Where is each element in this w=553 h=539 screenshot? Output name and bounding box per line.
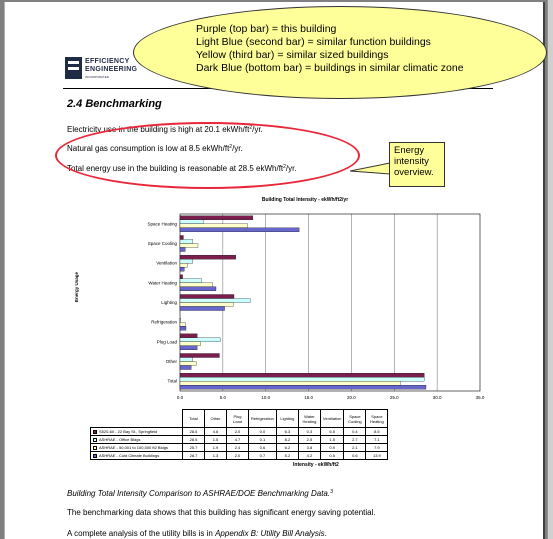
- figure-caption: Building Total Intensity Comparison to ASHRAE/DOE Benchmarking Data.$^3$: [67, 489, 333, 498]
- table-cell: 1.3: [205, 452, 227, 460]
- x-tick-label: 10.0: [261, 395, 271, 400]
- bar: [180, 216, 253, 220]
- table-header: Space Heating: [366, 410, 388, 428]
- table-cell: 8.2: [276, 436, 298, 444]
- table-cell: 2.0: [227, 452, 249, 460]
- table-cell: 1.9: [205, 444, 227, 452]
- series-label: ASHRAE - 50,001 to 100,000 ft2 Bldgs: [91, 444, 183, 452]
- bar: [180, 275, 183, 279]
- table-cell: 0.0: [249, 428, 277, 436]
- paragraph-benchmark: The benchmarking data shows that this building has significant energy saving potential.: [67, 508, 376, 517]
- table-cell: 5.2: [276, 452, 298, 460]
- bar: [180, 248, 185, 252]
- table-cell: 1.5: [320, 436, 343, 444]
- table-header: Ventilation: [320, 410, 343, 428]
- section-title: 2.4 Benchmarking: [67, 98, 162, 110]
- x-tick-label: 30.0: [432, 395, 442, 400]
- bar: [180, 354, 219, 358]
- table-cell: 2.5: [298, 436, 320, 444]
- bar: [180, 381, 400, 385]
- table-header: Water Heating: [298, 410, 320, 428]
- legend-line: Light Blue (second bar) = similar function buildings: [196, 36, 431, 48]
- table-header: Total: [183, 410, 205, 428]
- table-cell: 25.7: [183, 444, 205, 452]
- series-label: S520-60 - 22 Bay St., Springfield: [91, 428, 183, 436]
- legend-callout-text: [196, 23, 464, 75]
- bar: [180, 244, 198, 248]
- legend-line: Yellow (third bar) = similar sized buildings: [196, 49, 389, 61]
- category-label: Other: [165, 359, 177, 364]
- bar: [180, 255, 236, 259]
- legend-swatch: [93, 446, 97, 450]
- finding-electricity: Electricity use in the building is high at 20.1 ekWh/$ft^2/yr$.: [67, 125, 263, 134]
- bar: [180, 303, 233, 307]
- category-label: Space Cooling: [147, 241, 177, 246]
- table-cell: 0.7: [249, 452, 277, 460]
- legend-line: Dark Blue (bottom bar) = buildings in similar climatic zone: [196, 62, 464, 74]
- table-cell: 0.1: [249, 436, 277, 444]
- table-header: Lighting: [276, 410, 298, 428]
- bar: [180, 259, 193, 263]
- bar: [180, 326, 186, 330]
- bar: [180, 220, 203, 224]
- category-label: Space Heating: [147, 221, 177, 227]
- bar: [180, 358, 193, 362]
- finding-total: Total energy use in the building is reasonable at 28.5 ekWh/$ft^2/yr$.: [67, 164, 297, 173]
- table-cell: 2.7: [344, 436, 366, 444]
- table-cell: 0.6: [344, 452, 366, 460]
- bar: [180, 236, 183, 240]
- bar: [180, 287, 216, 291]
- table-cell: 28.5: [183, 436, 205, 444]
- legend-swatch: [93, 430, 97, 434]
- series-label: ASHRAE - Cold Climate Buildings: [91, 452, 183, 460]
- logo-mark-icon: [65, 57, 82, 79]
- table-cell: 13.9: [366, 452, 388, 460]
- bar: [180, 295, 234, 299]
- table-header: Refrigeration: [249, 410, 277, 428]
- table-cell: 0.4: [344, 428, 366, 436]
- bar: [180, 299, 250, 303]
- bar: [180, 334, 197, 338]
- table-header: Other: [205, 410, 227, 428]
- category-label: Lighting: [161, 300, 177, 305]
- table-cell: 3.8: [298, 444, 320, 452]
- bar: [180, 377, 424, 381]
- table-cell: 6.3: [276, 428, 298, 436]
- table-row: [91, 428, 388, 436]
- table-cell: 4.2: [298, 452, 320, 460]
- table-cell: 7.9: [366, 444, 388, 452]
- table-cell: 4.6: [205, 428, 227, 436]
- bar: [180, 322, 185, 326]
- series-label: ASHRAE - Office Bldgs: [91, 436, 183, 444]
- category-label: Water Heating: [148, 280, 177, 286]
- x-tick-label: 0.0: [176, 395, 184, 400]
- bar: [180, 267, 184, 271]
- scrollbar[interactable]: [547, 0, 553, 539]
- bar: [180, 346, 197, 350]
- table-header: Plug Load: [227, 410, 249, 428]
- chart-data-table: [90, 409, 388, 460]
- table-cell: 8.5: [366, 428, 388, 436]
- table-cell: 28.5: [183, 428, 205, 436]
- paragraph-appendix: A complete analysis of the utility bills is in Appendix B: Utility Bill Analysis.: [67, 529, 327, 538]
- category-label: Ventilation: [156, 260, 177, 266]
- table-cell: 0.5: [320, 452, 343, 460]
- x-tick-label: 5.0: [219, 395, 226, 400]
- table-header: Space Cooling: [344, 410, 366, 428]
- callout-pointer: [350, 162, 392, 176]
- table-cell: 0.6: [249, 444, 277, 452]
- bar: [180, 228, 299, 232]
- bar: [180, 362, 196, 366]
- energy-callout: Energy intensity overview.: [389, 142, 445, 187]
- bar: [180, 224, 248, 228]
- bar: [180, 342, 201, 346]
- table-row: [91, 452, 388, 460]
- category-label: Refrigeration: [151, 319, 177, 325]
- chart: [65, 202, 495, 412]
- x-tick-label: 20.0: [347, 395, 356, 400]
- bar: [180, 279, 201, 283]
- table-cell: 6.5: [320, 428, 343, 436]
- legend-swatch: [93, 454, 97, 458]
- bar: [180, 240, 193, 244]
- company-logo: EFFICIENCY ENGINEERING INCORPORATED: [65, 57, 145, 83]
- x-tick-label: 15.0: [304, 395, 313, 400]
- table-cell: 0.9: [320, 444, 343, 452]
- table-cell: 2.4: [227, 444, 249, 452]
- bar: [180, 373, 424, 377]
- table-cell: 7.1: [366, 436, 388, 444]
- chart-y-label: Energy Usage: [74, 271, 79, 302]
- table-cell: 2.1: [344, 444, 366, 452]
- table-cell: 6.2: [276, 444, 298, 452]
- bar: [180, 366, 191, 370]
- table-cell: 28.7: [183, 452, 205, 460]
- table-cell: 1.5: [205, 436, 227, 444]
- highlight-ellipse: [55, 122, 360, 189]
- bar: [180, 385, 426, 389]
- table-row: [91, 436, 388, 444]
- table-corner: [91, 410, 183, 428]
- bar: [180, 263, 188, 267]
- bar: [180, 338, 220, 342]
- table-cell: 0.3: [298, 428, 320, 436]
- bar: [180, 318, 181, 322]
- chart-title: Building Total Intensity - ekWh/ft2/yr: [261, 197, 349, 203]
- finding-gas: Natural gas consumption is low at 8.5 ekWh/$ft^2/yr$.: [67, 144, 243, 153]
- category-label: Total: [167, 378, 177, 384]
- legend-swatch: [93, 438, 97, 442]
- table-row: [91, 444, 388, 452]
- x-tick-label: 25.0: [389, 395, 399, 400]
- chart-x-label: Intensity - ekWh/ft2: [293, 462, 339, 468]
- table-cell: 4.7: [227, 436, 249, 444]
- bar: [180, 307, 225, 311]
- x-tick-label: 35.0: [475, 395, 485, 400]
- legend-line: Purple (top bar) = this building: [196, 23, 337, 35]
- bar: [180, 283, 213, 287]
- category-label: Plug Load: [156, 339, 177, 345]
- table-cell: 2.0: [227, 428, 249, 436]
